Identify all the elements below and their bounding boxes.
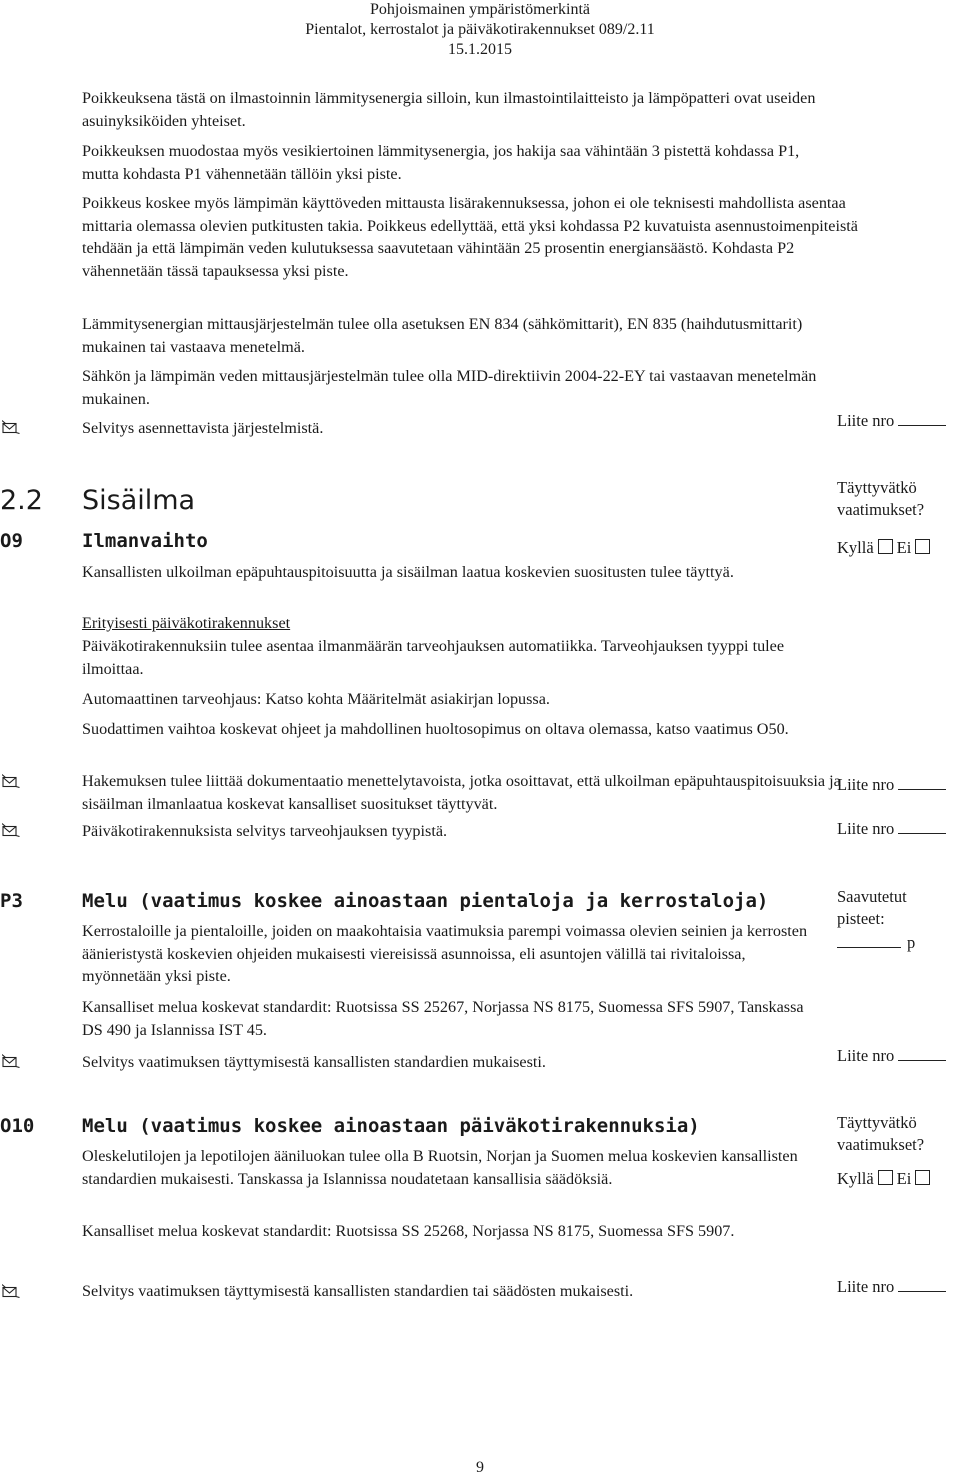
yes-label: Kyllä <box>837 538 874 557</box>
p3-paragraph-2: Kansalliset melua koskevat standardit: Ruotsissa SS 25267, Norjassa NS 8175, Suomessa SFS 5907, Tanskassa DS 490 ja Islannissa IST 45. <box>82 998 804 1039</box>
intro-paragraph-3: Poikkeus koskee myös lämpimän käyttöveden mittausta lisärakennuksessa, johon ei ole teknisesti mahdollista asentaa mittaria olemassa olevien putkitusten takia. Poikkeus edellyttää, että yksi kohdassa P2 kuvatuista asennustoimenpiteistä tehdään ja että lämpimän veden kulutuksessa saavutetaan vähintään 25 prosentin energiansäästö. Kohdasta P2 vähennetään tässä tapauksessa yksi piste. <box>82 194 858 280</box>
no-checkbox[interactable] <box>915 539 930 554</box>
p3-paragraph-1: Kerrostaloille ja pientaloille, joiden on maakohtaisia vaatimuksia parempi voimassa olevien seinien ja kerrosten äänieristystä koskevien ohjeiden mukaisesti viereisissä asunnoissa, eli asuntojen välillä tai rivitaloissa, myönnetään yksi piste. <box>82 922 808 986</box>
attachment-number-field[interactable]: Liite nro <box>837 818 946 840</box>
intro-paragraph-4: Lämmitysenergian mittausjärjestelmän tulee olla asetuksen EN 834 (sähkömittarit), EN 835 (haihdutusmittarit) mukainen tai vastaava menetelmä. <box>82 315 803 356</box>
o9-code: O9 <box>0 530 23 552</box>
p3-code: P3 <box>0 890 23 912</box>
no-label: Ei <box>896 538 912 557</box>
o9-subheading: Erityisesti päiväkotirakennukset <box>82 614 291 632</box>
o10-yes-no-checkboxes: Kyllä Ei <box>837 1168 934 1190</box>
section-title: Sisäilma <box>82 485 196 516</box>
header-organization: Pohjoismainen ympäristömerkintä <box>370 1 590 18</box>
intro-paragraph-2: Poikkeuksen muodostaa myös vesikiertoinen lämmitysenergia, jos hakija saa vähintään 3 pistettä kohdassa P1, mutta kohdasta P1 vähennetään tällöin yksi piste. <box>82 142 800 183</box>
requirements-met-question: Täyttyvätkö vaatimukset? Kyllä Ei <box>837 1112 934 1190</box>
o10-code: O10 <box>0 1115 35 1137</box>
requirements-met-question: Täyttyvätkö vaatimukset? <box>837 478 925 519</box>
attachment-number-field[interactable]: Liite nro <box>837 1276 946 1298</box>
section-number: 2.2 <box>0 485 43 516</box>
points-field[interactable]: p <box>837 932 915 954</box>
documentation-envelope-icon <box>2 1284 20 1298</box>
p3-title: Melu (vaatimus koskee ainoastaan pientaloja ja kerrostaloja) <box>82 890 769 912</box>
header-criteria-title: Pientalot, kerrostalot ja päiväkotirakennukset 089/2.11 <box>305 21 655 38</box>
documentation-envelope-icon <box>2 774 20 788</box>
o10-title: Melu (vaatimus koskee ainoastaan päiväkotirakennuksia) <box>82 1115 700 1137</box>
o9-paragraph-1: Kansallisten ulkoilman epäpuhtauspitoisuutta ja sisäilman laatua koskevien suositusten tulee täyttyä. <box>82 563 734 581</box>
attachment-number-field[interactable]: Liite nro <box>837 774 946 796</box>
attachment-number-field[interactable]: Liite nro <box>837 1045 946 1067</box>
o9-title: Ilmanvaihto <box>82 530 208 552</box>
page-number: 9 <box>476 1459 484 1476</box>
o9-documentation-2: Päiväkotirakennuksista selvitys tarveohjauksen tyypistä. <box>82 822 448 840</box>
header-date: 15.1.2015 <box>448 41 512 58</box>
p3-documentation: Selvitys vaatimuksen täyttymisestä kansallisten standardien mukaisesti. <box>82 1053 546 1071</box>
intro-documentation-text: Selvitys asennettavista järjestelmistä. <box>82 419 324 437</box>
points-achieved: Saavutetut pisteet: p <box>837 887 916 952</box>
o9-paragraph-3: Automaattinen tarveohjaus: Katso kohta Määritelmät asiakirjan lopussa. <box>82 690 550 708</box>
o9-documentation-1: Hakemuksen tulee liittää dokumentaatio menettelytavoista, jotka osoittavat, että ulkoilman epäpuhtauspitoisuuksia ja sisäilman ilmanlaatua koskevat kansalliset suositukset täyttyvät. <box>82 772 841 813</box>
o9-paragraph-2: Päiväkotirakennuksiin tulee asentaa ilmanmäärän tarveohjauksen automatiikka. Tarveohjauksen tyyppi tulee ilmoittaa. <box>82 637 785 678</box>
yes-checkbox[interactable] <box>878 539 893 554</box>
attachment-label: Liite nro <box>837 411 895 430</box>
o9-yes-no-checkboxes <box>837 537 934 559</box>
document-header <box>0 0 960 60</box>
documentation-envelope-icon <box>2 1054 20 1068</box>
o9-paragraph-4: Suodattimen vaihtoa koskevat ohjeet ja mahdollinen huoltosopimus on oltava olemassa, katso vaatimus O50. <box>82 720 789 738</box>
no-checkbox[interactable] <box>915 1170 930 1185</box>
o10-documentation: Selvitys vaatimuksen täyttymisestä kansallisten standardien tai säädösten mukaisesti. <box>82 1282 634 1300</box>
o10-paragraph-2: Kansalliset melua koskevat standardit: Ruotsissa SS 25268, Norjassa NS 8175, Suomessa SFS 5907. <box>82 1222 735 1240</box>
attachment-number-field[interactable] <box>837 410 946 432</box>
yes-checkbox[interactable] <box>878 1170 893 1185</box>
documentation-envelope-icon <box>2 420 20 434</box>
intro-paragraph-1: Poikkeuksena tästä on ilmastoinnin lämmitysenergia silloin, kun ilmastointilaitteisto ja lämpöpatteri ovat useiden asuinyksiköiden yhteiset. <box>82 89 816 130</box>
intro-paragraph-5: Sähkön ja lämpimän veden mittausjärjestelmän tulee olla MID-direktiivin 2004-22-EY tai vastaavan menetelmän mukainen. <box>82 367 817 408</box>
documentation-envelope-icon <box>2 823 20 837</box>
o10-paragraph-1: Oleskelutilojen ja lepotilojen ääniluokan tulee olla B Ruotsin, Norjan ja Suomen melua koskevien kansallisten standardien mukaisesti. Tanskassa ja Islannissa noudatetaan kansallisia säädöksiä. <box>82 1147 798 1188</box>
